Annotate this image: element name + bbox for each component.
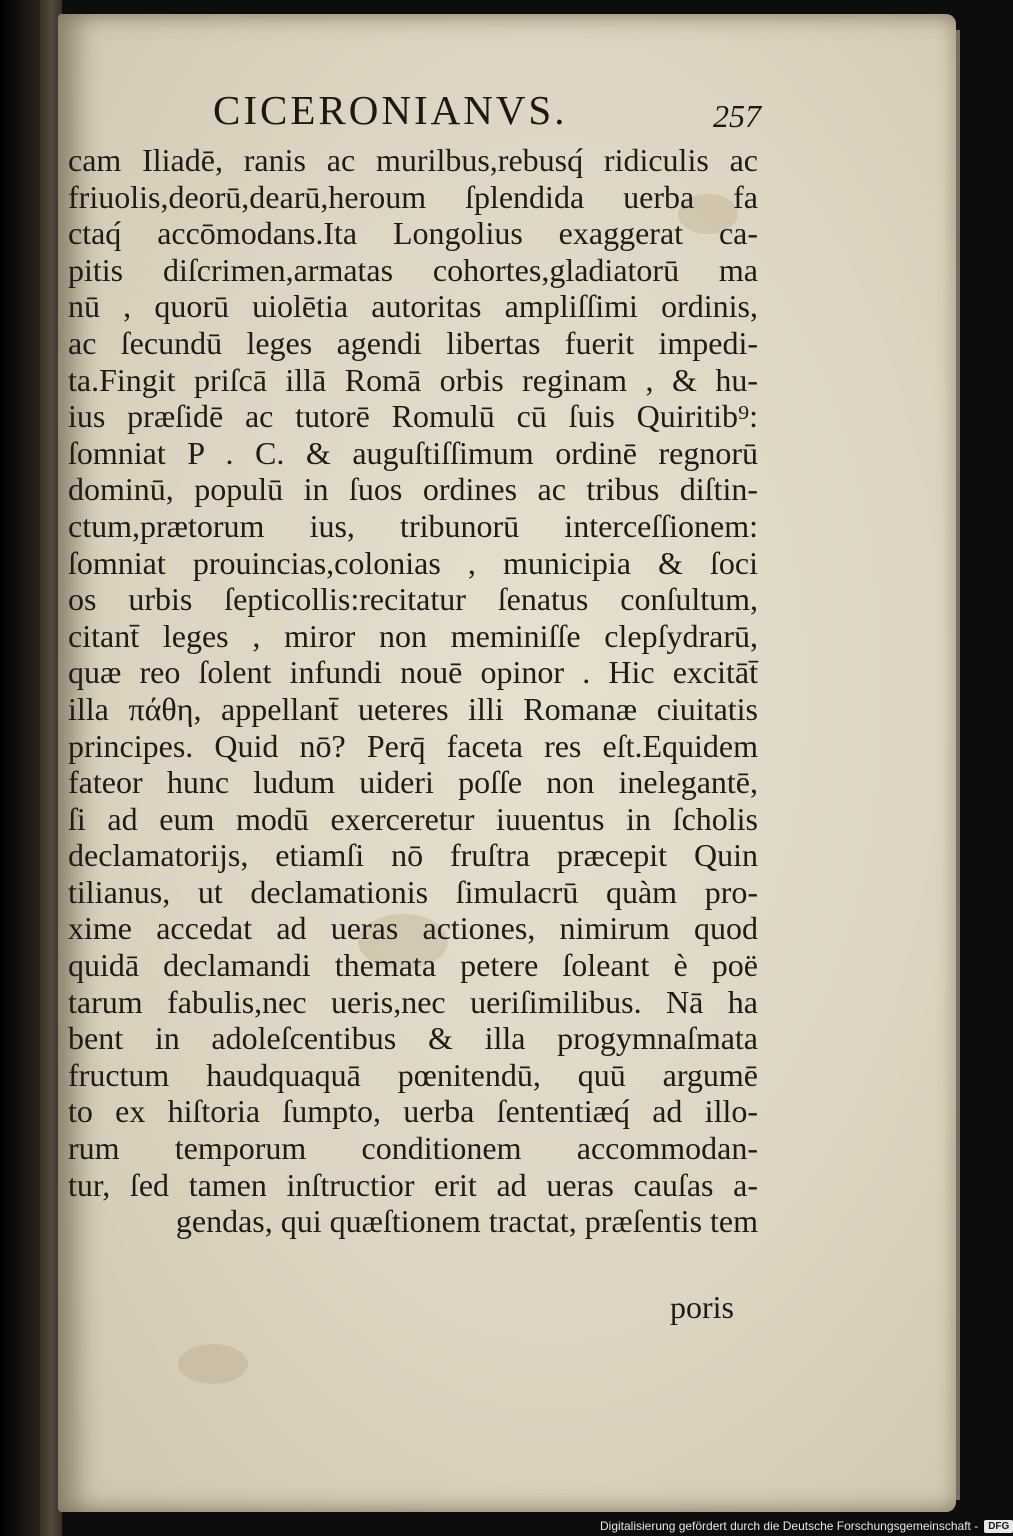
text-line: ta.Fingit priſcā illā Romā orbis reginam , & hu- [68,361,758,398]
page-number: 257 [713,98,761,134]
text-line: tur, ſed tamen inſtructior erit ad ueras cauſas a- [68,1166,758,1203]
digitization-credit [600,1516,1013,1536]
text-line: ac ſecundū leges agendi libertas fuerit impedi- [68,324,758,361]
text-line: fateor hunc ludum uideri poſſe non inelegantē, [68,764,758,801]
text-line: ctaq́ accōmodans.Ita Longolius exaggerat ca- [68,215,758,252]
text-line: ctum,prætorum ius, tribunorū interceſſionem: [68,507,758,544]
text-line: ius præſidē ac tutorē Romulū cū ſuis Quiritib⁹: [68,398,758,435]
text-line: os urbis ſepticollis:recitatur ſenatus conſultum, [68,581,758,618]
text-line: to ex hiſtoria ſumpto, uerba ſententiæq́ ad illo- [68,1093,758,1130]
text-line: xime accedat ad ueras actiones, nimirum quod [68,910,758,947]
text-line: ſi ad eum modū exerceretur iuuentus in ſcholis [68,800,758,837]
text-line: dominū, populū in ſuos ordines ac tribus diſtin- [68,471,758,508]
catchword: poris [670,1289,734,1325]
text-line: ſomniat prouincias,colonias , municipia & ſoci [68,544,758,581]
text-line: declamatorijs, etiamſi nō fruſtra præcepit Quin [68,837,758,874]
text-line: principes. Quid nō? Perq̄ faceta res eſt.Equidem [68,727,758,764]
credit-text: Digitalisierung gefördert durch die Deutsche Forschungsgemeinschaft - [600,1519,979,1533]
text-line: gendas, qui quæſtionem tractat, præſentis tem [175,1203,758,1240]
body-text [68,142,758,1240]
text-line: quæ reo ſolent infundi nouē opinor . Hic excitāt̄ [68,654,758,691]
text-line: quidā declamandi themata petere ſoleant è poë [68,947,758,984]
page-header [58,76,956,136]
text-line: tarum fabulis,nec ueris,nec ueriſimilibus. Nā ha [68,983,758,1020]
text-line: fructum haudquaquā pœnitendū, quū argumē [68,1056,758,1093]
book-page [58,14,956,1512]
running-head: CICERONIANVS. [213,87,568,133]
text-line: ſomniat P . C. & auguſtiſſimum ordinē regnorū [68,434,758,471]
text-line: cam Iliadē, ranis ac murilbus,rebusq́ ridiculis ac [68,142,758,178]
dfg-logo: DFG [984,1520,1013,1533]
text-line: pitis diſcrimen,armatas cohortes,gladiatorū ma [68,251,758,288]
text-line: illa πάθη, appellant̄ ueteres illi Romanæ ciuitatis [68,690,758,727]
text-line: nū , quorū uiolētia autoritas ampliſſimi ordinis, [68,288,758,325]
text-line: rum temporum conditionem accommodan- [68,1130,758,1167]
foxing-stain [178,1344,248,1384]
text-line: citant̄ leges , miror non meminiſſe clepſydrarū, [68,617,758,654]
text-line: friuolis,deorū,dearū,heroum ſplendida uerba fa [68,178,758,215]
text-line: bent in adoleſcentibus & illa progymnaſmata [68,1020,758,1057]
text-line: tilianus, ut declamationis ſimulacrū quàm pro- [68,873,758,910]
